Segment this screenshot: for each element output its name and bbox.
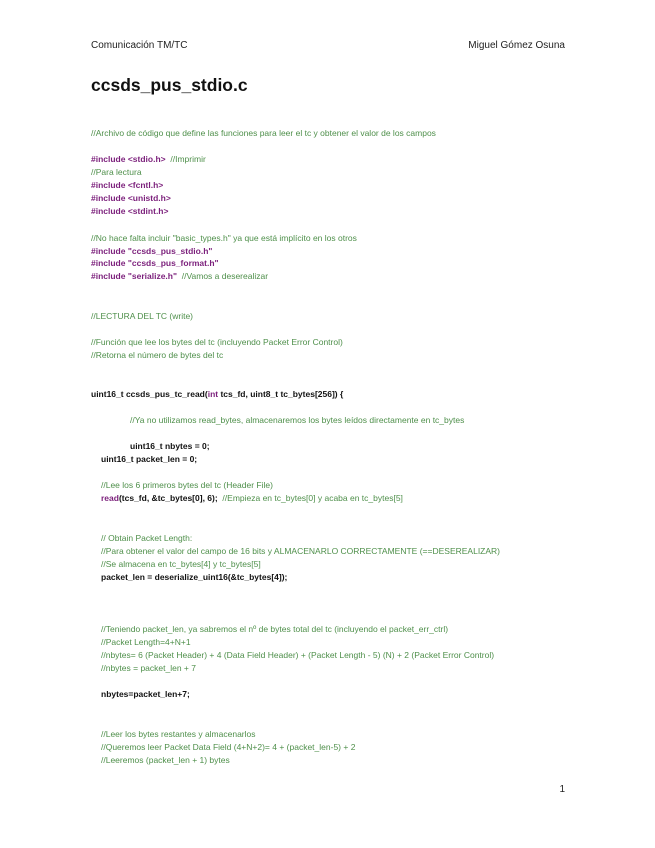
code-comment-line: //nbytes = packet_len + 7 xyxy=(101,663,196,673)
code-comment-line: //Leeremos (packet_len + 1) bytes xyxy=(101,755,230,765)
call-args: (tcs_fd, &tc_bytes[0], 6); xyxy=(118,493,218,503)
code-line: nbytes=packet_len+7; xyxy=(101,689,190,699)
param-token: tcs_fd, xyxy=(218,389,251,399)
function-call: read xyxy=(101,493,119,503)
code-comment-line: //Función que lee los bytes del tc (incluyendo Packet Error Control) xyxy=(91,337,343,347)
include-directive: #include "ccsds_pus_stdio.h" xyxy=(91,246,213,256)
code-comment-line: //Para obtener el valor del campo de 16 bits y ALMACENARLO CORRECTAMENTE (==DESEREALIZAR) xyxy=(101,546,501,556)
code-comment-line: //Leer los bytes restantes y almacenarlos xyxy=(101,729,256,739)
code-line: uint16_t nbytes = 0; xyxy=(130,441,210,451)
code-line xyxy=(91,154,206,164)
code-comment-line: //Ya no utilizamos read_bytes, almacenaremos los bytes leídos directamente en tc_bytes xyxy=(130,415,465,425)
type-token: uint16_t xyxy=(91,389,124,399)
code-comment: //Vamos a deserealizar xyxy=(181,271,269,281)
code-comment: //Empieza en tc_bytes[0] y acaba en tc_bytes[5] xyxy=(222,493,403,503)
code-comment-line: // Obtain Packet Length: xyxy=(101,533,193,543)
param-token: tc_bytes[256]) { xyxy=(278,389,344,399)
code-line: uint16_t packet_len = 0; xyxy=(101,454,198,464)
code-comment-line: //Packet Length=4+N+1 xyxy=(101,637,191,647)
code-comment-line: //Para lectura xyxy=(91,167,142,177)
code-comment-line: //nbytes= 6 (Packet Header) + 4 (Data Field Header) + (Packet Length - 5) (N) + 2 (Packet Error Control) xyxy=(101,650,495,660)
code-line xyxy=(91,271,268,281)
code-line: packet_len = deserialize_uint16(&tc_bytes[4]); xyxy=(101,572,288,582)
include-directive: #include <stdio.h> xyxy=(91,154,166,164)
include-directive: #include <unistd.h> xyxy=(91,193,171,203)
header-right: Miguel Gómez Osuna xyxy=(468,40,565,51)
code-comment-line: //Archivo de código que define las funciones para leer el tc y obtener el valor de los campos xyxy=(91,128,436,138)
include-directive: #include <stdint.h> xyxy=(91,206,169,216)
header-left: Comunicación TM/TC xyxy=(91,40,188,51)
function-signature xyxy=(91,389,343,399)
code-line xyxy=(101,493,403,503)
code-comment-line: //Teniendo packet_len, ya sabremos el nº de bytes total del tc (incluyendo el packet_err_ctrl) xyxy=(101,624,449,634)
function-name: ccsds_pus_tc_read( xyxy=(123,389,208,399)
type-token: uint8_t xyxy=(250,389,279,399)
code-comment-line: //Se almacena en tc_bytes[4] y tc_bytes[5] xyxy=(101,559,261,569)
code-comment-line: //LECTURA DEL TC (write) xyxy=(91,311,194,321)
page-number: 1 xyxy=(559,784,565,795)
code-comment: //Imprimir xyxy=(170,154,206,164)
code-comment-line: //No hace falta incluir "basic_types.h" ya que está implícito en los otros xyxy=(91,233,357,243)
type-token: int xyxy=(207,389,219,399)
code-comment-line: //Retorna el número de bytes del tc xyxy=(91,350,224,360)
code-comment-line: //Queremos leer Packet Data Field (4+N+2)= 4 + (packet_len-5) + 2 xyxy=(101,742,356,752)
include-directive: #include "serialize.h" xyxy=(91,271,178,281)
document-title: ccsds_pus_stdio.c xyxy=(91,75,248,95)
code-comment-line: //Lee los 6 primeros bytes del tc (Header File) xyxy=(101,480,273,490)
include-directive: #include <fcntl.h> xyxy=(91,180,164,190)
include-directive: #include "ccsds_pus_format.h" xyxy=(91,258,219,268)
